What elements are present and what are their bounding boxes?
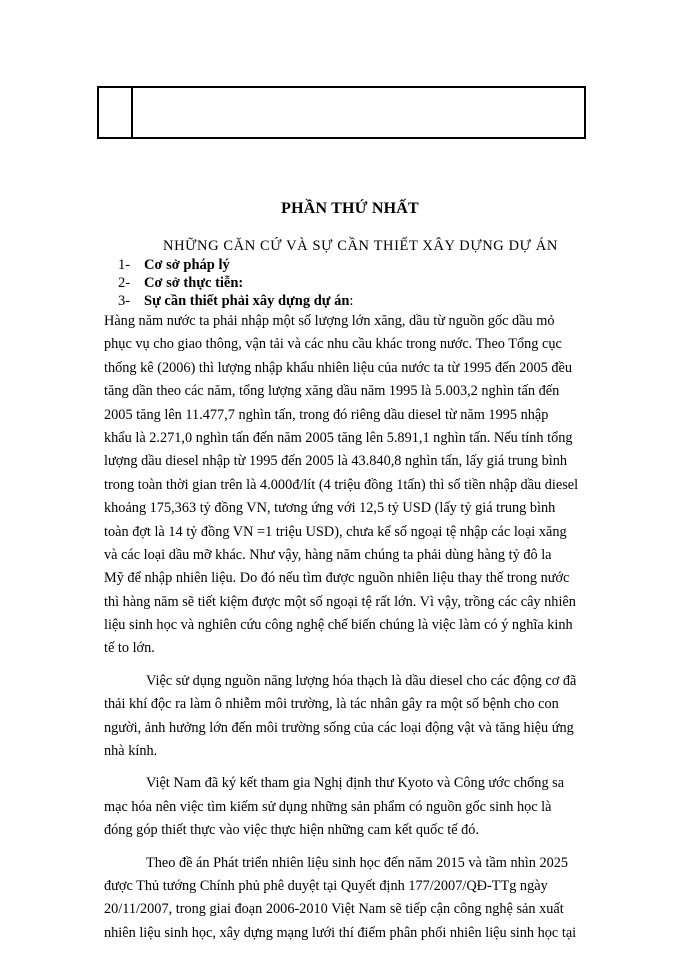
outline-list [118,256,353,310]
paragraph-line: Việc sử dụng nguồn năng lượng hóa thạch là dầu diesel cho các động cơ đã [146,672,577,689]
header-table-divider [131,88,133,137]
paragraph-line: được Thủ tướng Chính phủ phê duyệt tại Quyết định 177/2007/QĐ-TTg ngày [104,877,548,894]
paragraph-line: khẩu là 2.271,0 nghìn tấn đến năm 2005 tăng lên 5.891,1 nghìn tấn. Nếu tính tổng [104,429,573,446]
outline-number: 3- [118,293,131,309]
outline-heading: Sự cần thiết phải xây dựng dự án [144,293,350,309]
section-subtitle: NHỮNG CĂN CỨ VÀ SỰ CẦN THIẾT XÂY DỰNG DỰ ÁN [163,238,558,254]
paragraph-line: phục vụ cho giao thông, vận tải và các nhu cầu khác trong nước. Theo Tổng cục [104,336,562,353]
outline-heading: Cơ sở pháp lý [144,257,230,273]
paragraph-line: Theo đề án Phát triển nhiên liệu sinh học đến năm 2015 và tầm nhìn 2025 [146,854,569,871]
paragraph-line: 20/11/2007, trong giai đoạn 2006-2010 Việt Nam sẽ tiếp cận công nghệ sản xuất [104,901,564,918]
page-title: PHẦN THỨ NHẤT [281,200,419,217]
header-table [97,86,586,139]
body-paragraph [104,852,604,946]
outline-item [118,256,353,274]
outline-number: 2- [118,275,131,291]
paragraph-line: thì hàng năm sẽ tiết kiệm được một số ngoại tệ rất lớn. Vì vậy, trồng các cây nhiên [104,593,576,610]
paragraph-line: Việt Nam đã ký kết tham gia Nghị định thư Kyoto và Công ước chống sa [146,775,565,792]
paragraph-gap [104,763,604,772]
paragraph-gap [104,843,604,852]
paragraph-line: và các loại dầu mỡ khác. Như vậy, hàng năm chúng ta phải dùng hàng tỷ đô la [104,546,552,563]
paragraph-line: lượng dầu diesel nhập từ 1995 đến 2005 là 43.840,8 nghìn tấn, lấy giá trung bình [104,453,568,470]
paragraph-line: nhà kính. [104,743,158,760]
body-text [104,310,604,945]
paragraph-line: 2005 tăng lên 11.477,7 nghìn tấn, trong đó riêng dầu diesel từ năm 1995 nhập [104,406,549,423]
body-paragraph [104,772,604,842]
body-paragraph [104,670,604,764]
outline-trailing: : [349,293,354,309]
paragraph-line: thống kê (2006) thì lượng nhập khẩu nhiên liệu của nước ta từ 1995 đến 2005 đều [104,359,572,376]
paragraph-line: toàn đợt là 14 tỷ đồng VN =1 triệu USD), chưa kể số ngoại tệ nhập các loại xăng [104,523,567,540]
paragraph-line: tăng dần theo các năm, tổng lượng xăng dầu năm 1995 là 5.003,2 nghìn tấn đến [104,383,560,400]
paragraph-line: thải khí độc ra làm ô nhiễm môi trường, là tác nhân gây ra một số bệnh cho con [104,696,559,713]
paragraph-line: nhiên liệu sinh học, xây dựng mạng lưới thí điểm phân phối nhiên liệu sinh học tại [104,924,577,941]
paragraph-line: tế to lớn. [104,640,155,657]
paragraph-gap [104,661,604,670]
paragraph-line: mạc hóa nên việc tìm kiếm sử dụng những sản phẩm có nguồn gốc sinh học là [104,798,552,815]
paragraph-line: trong toàn thời gian trên là 4.000đ/lít (4 triệu đồng 1tấn) thì số tiền nhập dầu diesel [104,476,579,493]
outline-heading: Cơ sở thực tiễn: [144,275,244,291]
paragraph-line: đóng góp thiết thực vào việc thực hiện những cam kết quốc tế đó. [104,822,480,839]
paragraph-line: Mỹ để nhập nhiên liệu. Do đó nếu tìm được nguồn nhiên liệu thay thế trong nước [104,570,570,587]
outline-number: 1- [118,257,131,273]
paragraph-line: liệu sinh học và nghiên cứu công nghệ chế biến chúng là việc làm có ý nghĩa kinh [104,617,573,634]
paragraph-line: khoảng 175,363 tỷ đồng VN, tương ứng với 12,5 tỷ USD (lấy tỷ giá trung bình [104,500,556,517]
outline-item [118,274,353,292]
paragraph-line: Hàng năm nước ta phải nhập một số lượng lớn xăng, dầu từ nguồn gốc dầu mỏ [104,313,555,329]
outline-item [118,292,353,310]
body-paragraph [104,310,604,661]
paragraph-line: người, ảnh hưởng lớn đến môi trường sống của các loại động vật và tăng hiệu ứng [104,719,574,736]
